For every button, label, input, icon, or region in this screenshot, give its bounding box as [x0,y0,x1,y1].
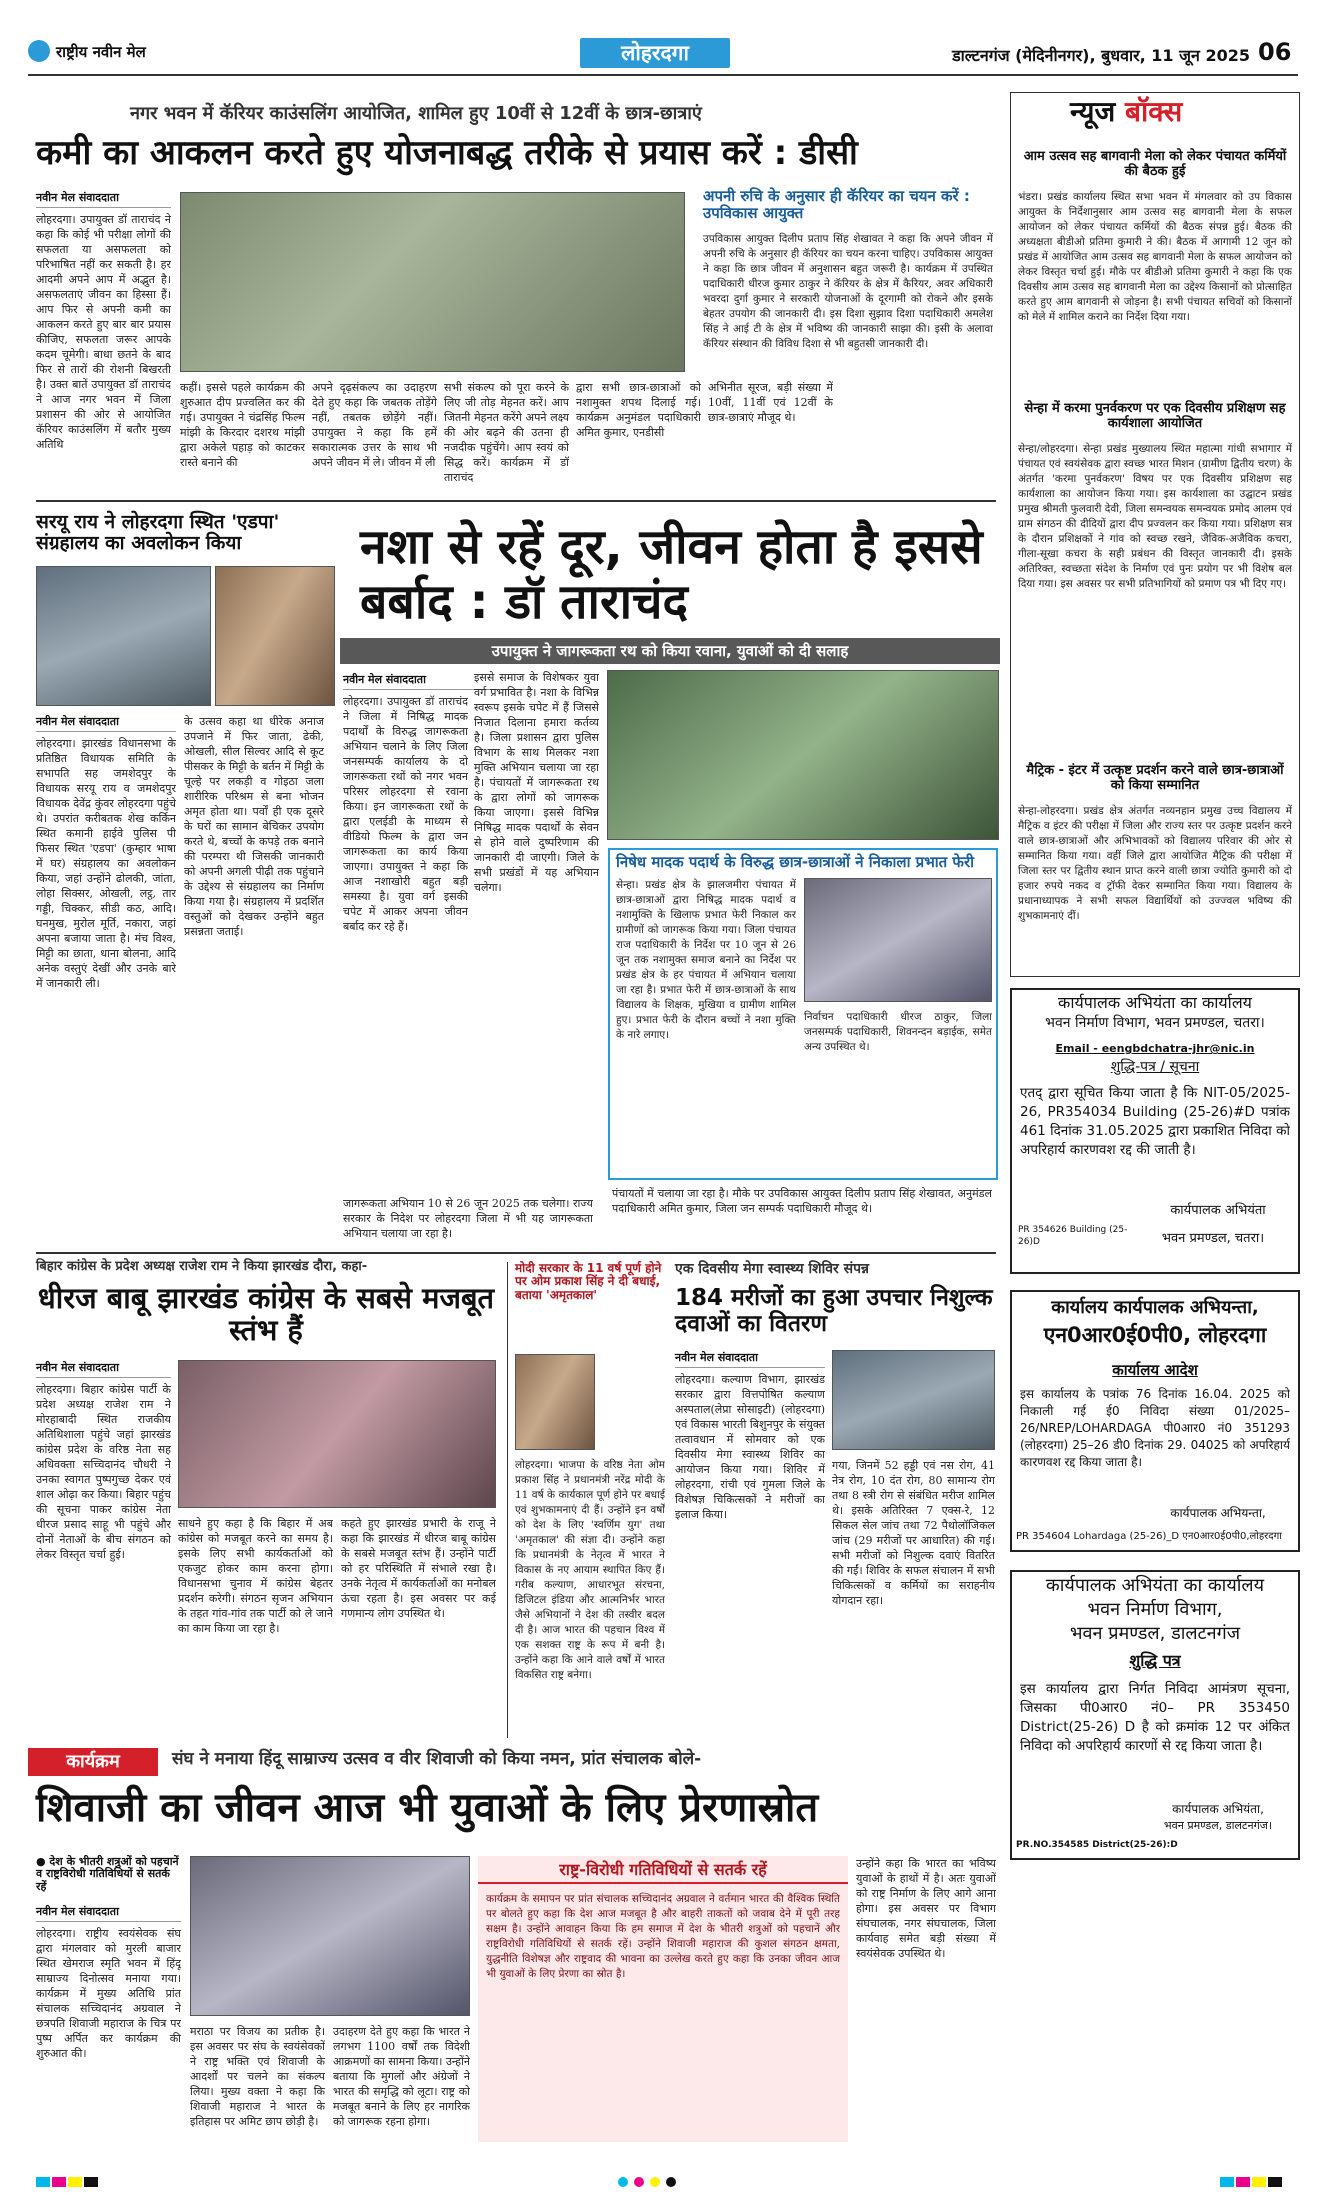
nasha-bottom1: जागरूकता अभियान 10 से 26 जून 2025 तक चलेगा। राज्य सरकार के निदेश पर लोहरदगा जिला में भी यह जागरूकता अभियान चलाया जा रहा है। [343,1197,593,1240]
notice-chatra-body: एतद् द्वारा सूचित किया जाता है कि NIT-05/2025-26, PR354034 Building (25-26)#D पत्रांक 461 दिनांक 31.05.2025 द्वारा प्रकाशित निविदा को अपरिहार्य कारणवश रद्द की जाती है। [1020,1085,1290,1158]
lead-col4: सभी संकल्प को पूरा करने के लिए जी तोड़ मेहनत करें। आप जितनी मेहनत करेंगे अपने लक्ष्य की ओर बढ़ने की उतना ही नजदीक पहुंचेंगे। आप स्वयं को सिद्ध करें। कार्यक्रम में डॉ ताराचंद [444,381,569,484]
sarayu-byline: नवीन मेल संवाददाता [36,714,176,732]
karyakram-col3: उदाहरण देते हुए कहा कि भारत ने लगभग 1100 वर्षों तक विदेशी आक्रमणों का सामना किया। उन्होंने बताया कि मुगलों और अंग्रेजों ने भारत की समृद्धि को लूटा। राष्ट्र को मजबूत बनाने के लिए हर नागरिक को जागरूक रहना होगा। [333,2025,470,2128]
nasha-bottom-rule [36,1252,996,1254]
notice-nrep-title1: कार्यालय कार्यपालक अभियन्ता, [1051,1297,1259,1318]
health-photo [832,1350,995,1450]
nasha-bottom2: पंचायतों में चलाया जा रहा है। मौके पर उपविकास आयुक्त दिलीप प्रताप सिंह शेखावत, अनुमंडल पदाधिकारी अमित कुमार, जिला जन सम्पर्क पदाधिकारी मौजूद थे। [612,1187,992,1215]
prabhat-caption-text: सेन्हा। प्रखंड क्षेत्र के झालजमीरा पंचायत में छात्र-छात्राओं द्वारा निषिद्ध मादक पदार्थ व नशामुक्ति के खिलाफ प्रभात फेरी निकाल कर ग्रामीणों को जागरूक किया गया। जिला पंचायत राज पदाधिकारी के निर्देश पर 10 जून से 26 जून तक नशामुक्त समाज बनाने का निर्देश पर प्रखंड क्षेत्र के हर पंचायत में अभियान चलाया जा रहा है। प्रभात फेरी में छात्र-छात्राओं के साथ विद्यालय के शिक्षक, मुखिया व ग्रामीण शामिल हुए। प्रभात फेरी के दौरान बच्चों ने नशा मुक्ति के नारे लगाए। [616,879,796,1041]
karyakram-box-text: कार्यक्रम के समापन पर प्रांत संचालक सच्चिदानंद अग्रवाल ने वर्तमान भारत की वैश्विक स्थिति पर बोलते हुए कहा कि देश आज मजबूत है और बाहरी ताकतों को जवाब देने में पूरी तरह सक्षम है। उन्होंने आवाहन किया कि हम समाज में देश के भीतरी शत्रुओं को पहचानें और राष्ट्रविरोधी गतिविधियों से सतर्क रहें। उन्होंने शिवाजी महाराज की कुशल संगठन क्षमता, युद्धनीति विशेषज्ञ और राष्ट्रवाद की भावना का उल्लेख करते हुए कहा कि उनका जीवन आज भी युवाओं के लिए प्रेरणा का स्रोत है। [486,1893,840,1980]
health-col2: गया, जिनमें 52 हड्डी एवं नस रोग, 41 नेत्र रोग, 10 दंत रोग, 80 सामान्य रोग तथा 8 स्त्री रोग से संबंधित मरीज शामिल थे। इसके अतिरिक्त 7 एक्स-रे, 12 सिकल सेल जांच तथा 72 पैथोलॉजिकल जांच (29 मरीजों पर आधारित) की गई। सभी मरीजों को निशुल्क दवाएं वितरित की गईं। शिविर के सफल संचालन में सभी चिकित्सकों व कर्मियों का सराहनीय योगदान रहा। [832,1459,995,1607]
notice-daltonganj-sign1: कार्यपालक अभियंता, [1172,1802,1264,1816]
notice-nrep-title2: एन0आर0ई0पी0, लोहरदगा [1043,1323,1267,1347]
karyakram-kicker: संघ ने मनाया हिंदू साम्राज्य उत्सव व वीर शिवाजी को किया नमन, प्रांत संचालक बोले- [172,1749,702,1769]
karyakram-label: कार्यक्रम [28,1748,158,1776]
modi-text: लोहरदगा। भाजपा के वरिष्ठ नेता ओम प्रकाश सिंह ने प्रधानमंत्री नरेंद्र मोदी के 11 वर्ष के कार्यकाल पूर्ण होने पर बधाई एवं शुभकामनाएं दी हैं। उन्होंने इन वर्षों को देश के लिए 'स्वर्णिम युग' तथा 'अमृतकाल' की संज्ञा दी। उन्होंने कहा कि प्रधानमंत्री के नेतृत्व में भारत ने विकास के नए आयाम स्थापित किए हैं। गरीब कल्याण, आधारभूत संरचना, डिजिटल इंडिया और आत्मनिर्भर भारत जैसे अभियानों ने देश की तस्वीर बदल दी है। आज भारत की पहचान विश्व में एक सशक्त राष्ट्र के रूप में बनी है। उन्होंने कहा कि आने वाले वर्षों में भारत विकसित राष्ट्र बनेगा। [515,1459,665,1681]
sarayu-photo-2 [215,566,335,706]
notice-nrep-body: इस कार्यालय के पत्रांक 76 दिनांक 16.04. 2025 को निकाली गई ई0 निविदा संख्या 01/2025–26/NREP/LOHARDAGA पी0आर0 नं0 351293 (लोहरदगा) 25–26 डी0 दिनांक 29. 04025 को अपरिहार्य कारणवश रद्द किया जाता है। [1020,1387,1290,1469]
lead-kicker: नगर भवन में कॅरियर काउंसलिंग आयोजित, शामिल हुए 10वीं से 12वीं के छात्र-छात्राएं [130,103,702,124]
karyakram-col2: मराठा पर विजय का प्रतीक है। इस अवसर पर संघ के स्वयंसेवकों ने राष्ट्र भक्ति एवं शिवाजी के आदर्शों पर चलने का संकल्प लिया। मुख्य वक्ता ने कहा कि शिवाजी महाराज ने भारत के इतिहास पर अमिट छाप छोड़ी है। [190,2025,325,2128]
masthead-rule [28,74,1298,76]
notice-daltonganj-title2: भवन निर्माण विभाग, [1087,1599,1223,1620]
congress-headline: धीरज बाबू झारखंड कांग्रेस के सबसे मजबूत स्तंभ हैं [37,1281,495,1348]
notice-nrep-sign2: PR 354604 Lohardaga (25-26)_D एन0आर0ई0पी0,लोहरदगा [1016,1531,1282,1542]
lead-byline: नवीन मेल संवाददाता [36,190,171,208]
sarayu-col1: लोहरदगा। झारखंड विधानसभा के प्रतिष्ठित विधायक समिति के सभापति सह जमशेदपुर के विधायक सरयू राय व जमशेदपुर विधायक देवेंद्र कुंवर लोहरदगा पहुंचे थे। उपरांत करीबतक शेख कर्किन स्थित कमानी हाईवे पुलिस पी फिसर स्थित 'एडपा' (कुम्हार भाषा में घर) संग्रहालय का अवलोकन किया, जहां उन्होंने ढोलकी, जांता, लोहा सिक्सर, ओखली, लट्ठ, तार गड्डी, चिक्कर, सीडी कठ, आदि। घनमुख, मुरोल मूर्ति, नकारा, जहां अपना बजाया जाता है। मंच विश्व, मिट्टी का छाता, धाना बोलना, आदि अनेक वस्तुएं देखीं और उनके बारे में जानकारी ली। [36,737,176,990]
congress-col2: साधने हुए कहा है कि बिहार में अब कांग्रेस को मजबूत करने का समय है। इसके लिए सभी कार्यकर्ताओं को एकजुट होकर काम करना होगा। विधानसभा चुनाव में कांग्रेस बेहतर प्रदर्शन करेगी। संगठन सृजन अभियान के तहत गांव-गांव तक पार्टी को ले जाने का काम किया जा रहा है। [178,1517,333,1635]
notice-daltonganj-title1: कार्यपालक अभियंता का कार्यालय [1045,1575,1265,1596]
color-strip-right [1220,2172,1284,2191]
karyakram-photo [190,1856,470,2016]
lead-col6: अभिनीत सूरज, बड़ी संख्या में 10वीं, 11वीं एवं 12वीं के छात्र-छात्राएं मौजूद थे। [708,381,833,424]
karyakram-col1: लोहरदगा। राष्ट्रीय स्वयंसेवक संघ द्वारा मंगलवार को मुरली बाजार स्थित खेमराज स्मृति भवन में हिंदू साम्राज्य दिनोत्सव मनाया गया। कार्यक्रम में मुख्य अतिथि प्रांत संचालक सच्चिदानंद अग्रवाल ने छत्रपति शिवाजी महाराज के चित्र पर पुष्प अर्पित कर कार्यक्रम की शुरुआत की। [36,1927,181,2060]
karyakram-byline: नवीन मेल संवाददाता [36,1904,181,1922]
karyakram-col4: उन्होंने कहा कि भारत का भविष्य युवाओं के हाथों में है। अतः युवाओं को राष्ट्र निर्माण के लिए आगे आना होगा। इस अवसर पर विभाग संघचालक, नगर संघचालक, जिला कार्यवाह समेत बड़ी संख्या में स्वयंसेवक उपस्थित थे। [856,1857,996,1960]
news-box-t2: सेन्हा/लोहरदगा। सेन्हा प्रखंड मुख्यालय स्थित महात्मा गांधी सभागार में पंचायत एवं स्वयंसेवक द्वारा स्वच्छ भारत मिशन (ग्रामीण द्वितीय चरण) के अंतर्गत 'करमा पुनर्वकरण' विषय पर एक दिवसीय प्रशिक्षण सह कार्यशाला का आयोजन किया गया। इस कार्यशाला का उद्घाटन प्रखंड प्रमुख श्रीमती फुलवारी देवी, जिला समन्वयक समन्वयक प्रमोद आलम एवं ग्राम संगठन की दीदियों द्वारा दीप प्रज्वलन कर किया गया। प्रशिक्षण सत्र के दौरान प्रशिक्षकों ने गांव को स्वच्छ रखने, जैविक-अजैविक कचरा, गीला-सूखा कचरा के सही प्रबंधन की विस्तृत जानकारी दी। इसके अतिरिक्त, स्वच्छता संदेश के निर्माण एवं पुनः प्रयोग पर भी विशेष बल दिया गया। इस अवसर पर सभी प्रतिभागियों को प्रमाण पत्र भी दिए गए। [1018,443,1292,590]
notice-daltonganj-pr: PR.NO.354585 District(25-26):D [1016,1840,1178,1850]
modi-photo [515,1354,595,1450]
prabhat-photo [804,878,992,1002]
news-box-title-red: बॉक्स [1125,95,1183,128]
health-byline: नवीन मेल संवाददाता [675,1350,825,1368]
paper-logo-icon [28,40,50,62]
lead-col2: कहीं। इससे पहले कार्यक्रम की शुरुआत दीप प्रज्वलित कर की गई। उपायुक्त ने चंद्रसिंह फिल्म मांझी के किरदार दशरथ मांझी द्वारा अकेले पहाड़ को काटकर रास्ते बनाने की [180,381,305,469]
color-strip-left [36,2172,100,2191]
notice-daltonganj-body: इस कार्यालय द्वारा निर्गत निविदा आमंत्रण सूचना, जिसका पी0आर0 नं0– PR 353450 District(25-26) D है को क्रमांक 12 पर अंकित निविदा को अपरिहार्य कारणों से रद्द किया जाता है। [1020,1681,1290,1754]
nasha-photo [607,670,999,840]
sarayu-col2: के उत्सव कहा था धीरेक अनाज उपजाने में फिर जाता, ढेकी, ओखली, सील सिल्वर आदि से कूट पीसकर के मिट्टी के बर्तन में मिट्टी के चूल्हे पर लकड़ी व गोइठा जला शारीरिक परिश्रम से बना भोजन अमृत होता था। पर्वों ही एक दूसरे के घरों का सामान बेचिकर उपयोग करते थे, बच्चों के कपड़े तक बनाने की परम्परा थी जिसकी जानकारी को अपनी अगली पीढ़ी तक पहुंचाने के उद्देश्य से संग्रहालय का निर्माण किया गया है। संग्रहालय में प्रदर्शित वस्तुओं को देखकर उन्होंने बहुत प्रसन्नता जताई। [184,715,324,938]
prabhat-caption-head: निषेध मादक पदार्थ के विरुद्ध छात्र-छात्राओं ने निकाला प्रभात फेरी [616,853,974,871]
masthead [0,0,1325,78]
notice-chatra-sign2: भवन प्रमण्डल, चतरा। [1161,1231,1265,1246]
congress-col1: लोहरदगा। बिहार कांग्रेस पार्टी के प्रदेश अध्यक्ष राजेश राम ने मोरहाबादी स्थित राजकीय अतिथिशाला पहुंचे जहां झारखंड कांग्रेस प्रदेश के वरिष्ठ नेता सह अधिवक्ता सच्चिदानंद चौधरी ने उनका स्वागत पुष्पगुच्छ देकर एवं शाल ओढ़ा कर किया। बिहार पहुंच की सूचना पाकर कांग्रेस नेता धीरज प्रसाद साहू भी पहुंचे और दोनों नेताओं के बीच संगठन को लेकर विस्तृत चर्चा हुई। [36,1383,171,1561]
registration-dots [615,2172,679,2191]
modi-headline: मोदी सरकार के 11 वर्ष पूर्ण होने पर ओम प्रकाश सिंह ने दी बधाई, बताया 'अमृतकाल' [515,1261,662,1302]
health-kicker: एक दिवसीय मेगा स्वास्थ्य शिविर संपन्न [675,1261,870,1277]
page-number: 06 [1258,38,1292,66]
prabhat-caption-cont-text: निर्वाचन पदाधिकारी धीरज ठाकुर, जिला जनसम्पर्क पदाधिकारी, शिवनन्दन बड़ाईक, समेत अन्य उपस्थित थे। [804,1011,992,1053]
notice-nrep-sign1: कार्यपालक अभियन्ता, [1170,1506,1266,1520]
karyakram-headline: शिवाजी का जीवन आज भी युवाओं के लिए प्रेरणास्रोत [36,1785,819,1831]
notice-chatra-sign1: कार्यपालक अभियंता [1170,1203,1266,1218]
health-col1: लोहरदगा। कल्याण विभाग, झारखंड सरकार द्वारा वित्तपोषित कल्याण अस्पताल(लेप्रा सोसाइटी) (लोहरदगा) एवं विकास भारती बिशुनपुर के संयुक्त तत्वावधान में सोमवार को एक दिवसीय मेगा स्वास्थ्य शिविर का आयोजन किया गया। शिविर में लोहरदगा, रांची एवं गुमला जिले के विशेषज्ञ चिकित्सकों ने मरीजों का इलाज किया। [675,1373,825,1521]
news-box-title-black: न्यूज [1070,95,1116,128]
sarayu-headline: सरयू राय ने लोहरदगा स्थित 'एडपा' संग्रहालय का अवलोकन किया [36,511,280,555]
congress-byline: नवीन मेल संवाददाता [36,1360,171,1378]
prabhat-caption-cont [804,1010,992,1174]
notice-nrep-subject: कार्यालय आदेश [1112,1361,1198,1379]
karyakram-side-head: ● देश के भीतरी शत्रुओं को पहचानें व राष्ट्रविरोधी गतिविधियों से सतर्क रहें [36,1855,179,1893]
nasha-col1: लोहरदगा। उपायुक्त डॉ ताराचंद ने जिला में निषिद्ध मादक पदार्थों के विरुद्ध जागरूकता अभियान चलाने के लिए जिला जनसम्पर्क कार्यालय के दो जागरूकता रथों को नगर भवन परिसर लोहरदगा से रवाना किया। इन जागरूकता रथों के द्वारा एलईडी के माध्यम से वीडियो फिल्म के द्वारा जन जागरूकता का कार्य किया जाएगा। उपायुक्त ने कहा कि आज नशाखोरी बहुत बड़ी समस्या है। युवा वर्ग इसकी चपेट में आकर अपना जीवन बर्बाद कर रहे हैं। [343,695,468,933]
modi-left-rule [507,1262,508,1738]
congress-photo [178,1360,496,1508]
notice-daltonganj-sign2: भवन प्रमण्डल, डालटनगंज। [1163,1819,1273,1832]
congress-col3: कहते हुए झारखंड प्रभारी के राजू ने कहा कि झारखंड में धीरज बाबू कांग्रेस के सबसे मजबूत स्तंभ हैं। उन्होंने पार्टी को हर परिस्थिति में संभाले रखा है। उनके नेतृत्व में कार्यकर्ताओं का मनोबल ऊंचा रहता है। इस अवसर पर कई गणमान्य लोग उपस्थित थे। [341,1517,496,1620]
notice-chatra-title2: भवन निर्माण विभाग, भवन प्रमण्डल, चतरा। [1045,1015,1265,1031]
lead-col5: द्वारा सभी छात्र-छात्राओं को नशामुक्त शपथ दिलाई गई। कार्यक्रम अनुमंडल पदाधिकारी अमित कुमार, एनडीसी [576,381,701,439]
health-headline: 184 मरीजों का हुआ उपचार निशुल्क दवाओं का वितरण [675,1285,993,1337]
congress-kicker: बिहार कांग्रेस के प्रदेश अध्यक्ष राजेश राम ने किया झारखंड दौरा, कहा- [36,1259,368,1274]
news-box-t1: भंडरा। प्रखंड कार्यालय स्थित सभा भवन में मंगलवार को उप विकास आयुक्त के निर्देशानुसार आम उत्सव सह बागवानी मेला के सफल आयोजन को लेकर पंचायत कर्मियों की बैठक संपन्न हुई। बैठक की अध्यक्षता बीडीओ प्रतिमा कुमारी ने की। बैठक में आगामी 12 जून को प्रखंड में आयोजित आम उत्सव सह बागवानी मेला के सफल आयोजन को लेकर विस्तृत चर्चा हुई। मौके पर बीडीओ प्रतिमा कुमारी ने कहा कि एक दिवसीय आम उत्सव सह बागवानी मेला का उद्देश्य किसानों को प्रोत्साहित करते हुए आम बागवानी से जोड़ना है। सभी पंचायत सचिवों को किसानों को मेले में शामिल कराने का निर्देश दिया गया। [1018,191,1292,323]
nasha-subband: उपायुक्त ने जागरूकता रथ को किया रवाना, युवाओं को दी सलाह [340,638,1000,664]
news-box-t3: सेन्हा-लोहरदगा। प्रखंड क्षेत्र अंतर्गत नव्यनहान प्रमुख उच्च विद्यालय में मैट्रिक व इंटर की परीक्षा में जिला और राज्य स्तर पर उत्कृष्ट प्रदर्शन करने वाले छात्र-छात्राओं और अभिभावकों को विद्यालय परिवार की ओर से सम्मानित किया गया। वहीं जिले द्वारा आयोजित मैट्रिक की परीक्षा में जिला स्तर पर द्वितीय स्थान प्राप्त करने वाली छात्रा ज्योति कुमारी को दो हजार रुपये नकद व ट्रॉफी देकर सम्मानित किया गया। विद्यालय के प्रधानाध्यापक ने सभी सफल विद्यार्थियों को उज्ज्वल भविष्य की शुभकामनाएं दीं। [1018,805,1292,922]
notice-chatra-email: Email - eengbdchatra-jhr@nic.in [1055,1042,1255,1055]
sarayu-photo-1 [36,566,211,706]
lead-col1: लोहरदगा। उपायुक्त डॉ ताराचंद ने कहा कि कोई भी परीक्षा लोगों की सफलता या असफलता को परिभाषित नहीं कर सकती है। हर आदमी अपने आप में अद्भुत है। असफलताएं जीवन का हिस्सा हैं। आप फिर से अपनी कमी का आकलन करते हुए बार बार प्रयास कीजिए, सफलता जरूर आपके कदम चूमेगी। बाधा छतने के बाद फिर से तारों की रोशनी बिखरती है। उक्त बातें उपायुक्त डॉ ताराचंद ने आज नगर भवन में जिला प्रशासन की ओर से आयोजित कॅरियर काउंसलिंग में बतौर मुख्य अतिथि [36,213,171,451]
dateline: डाल्टनगंज (मेदिनीनगर), बुधवार, 11 जून 2025 [952,46,1250,65]
paper-name: राष्ट्रीय नवीन मेल [56,43,146,61]
nasha-byline: नवीन मेल संवाददाता [343,672,533,690]
notice-chatra-subject: शुद्धि-पत्र / सूचना [1110,1059,1200,1075]
notice-daltonganj-title3: भवन प्रमण्डल, डालटनगंज [1069,1623,1241,1644]
karyakram-box-head: राष्ट्र-विरोधी गतिविधियों से सतर्क रहें [478,1856,848,1884]
notice-chatra-pr: PR 354626 Building (25-26)D [1018,1225,1128,1247]
lead-bottom-rule [36,500,996,502]
news-box-h3: मैट्रिक - इंटर में उत्कृष्ट प्रदर्शन करने वाले छात्र-छात्राओं को किया सम्मानित [1026,763,1284,793]
lead-sub-text: उपविकास आयुक्त दिलीप प्रताप सिंह शेखावत ने कहा कि अपने जीवन में अपनी रुचि के अनुसार ही कॅरियर का चयन करना चाहिए। उपविकास आयुक्त ने कहा कि छात्र जीवन में अनुशासन बहुत जरूरी है। कार्यक्रम में उपस्थित पदाधिकारी धीरज कुमार ठाकुर ने कॅरियर के क्षेत्र में कैरियर, अवर अधिकारी भवरदा दुर्गा कुमार ने सरकारी योजनाओं के दूरगामी को रोकने और इसके बेहतर उपयोग की जानकारी दी। इस दिशा सुझाव दिशा पदाधिकारी अमलेश सिंह ने आई टी के क्षेत्र में भविष्य की जानकारी साझा की। इसी के अलावा कॅरियर संस्थान की विविध दिशा से भी बहुतसी जानकारी दी। [703,233,993,350]
news-box-h1: आम उत्सव सह बागवानी मेला को लेकर पंचायत कर्मियों की बैठक हुई [1023,149,1287,179]
lead-subhead: अपनी रुचि के अनुसार ही कॅरियर का चयन करें : उपविकास आयुक्त [703,187,970,222]
notice-daltonganj-subject: शुद्धि पत्र [1129,1651,1181,1670]
lead-headline: कमी का आकलन करते हुए योजनाबद्ध तरीके से प्रयास करें : डीसी [36,133,858,173]
lead-photo [180,192,685,372]
nasha-headline: नशा से रहें दूर, जीवन होता है इससे बर्बाद : डॉ ताराचंद [360,519,983,631]
nasha-col2: इससे समाज के विशेषकर युवा वर्ग प्रभावित है। नशा के विभिन्न स्वरूप इसके चपेट में हैं जिससे निजात दिलाना हमारा कर्तव्य है। जिला प्रशासन द्वारा पुलिस विभाग के साथ मिलकर नशा मुक्ति अभियान चलाया जा रहा है। पंचायतों में जागरूकता रथ के द्वारा लोगों को जागरूक किया जाएगा। इससे विभिन्न निषिद्ध मादक पदार्थों के सेवन से होने वाले दुष्परिणाम की जानकारी दी जाएगी। जिले के सभी प्रखंडों में यह अभियान चलेगा। [474,671,599,894]
news-box-title [1070,96,1270,127]
section-tag: लोहरदगा [580,38,730,68]
news-box-h2: सेन्हा में करमा पुनर्वकरण पर एक दिवसीय प्रशिक्षण सह कार्यशाला आयोजित [1024,401,1286,431]
lead-col3: अपने दृढ़संकल्प का उदाहरण देते हुए कहा कि जबतक तोड़ेंगे नहीं, तबतक छोड़ेंगे नहीं। उपायुक्त ने कहा कि हमें सकारात्मक उत्तर के साथ भी अपने जीवन में ले। जीवन में ली [312,381,437,469]
notice-chatra-title1: कार्यपालक अभियंता का कार्यालय [1058,993,1252,1012]
